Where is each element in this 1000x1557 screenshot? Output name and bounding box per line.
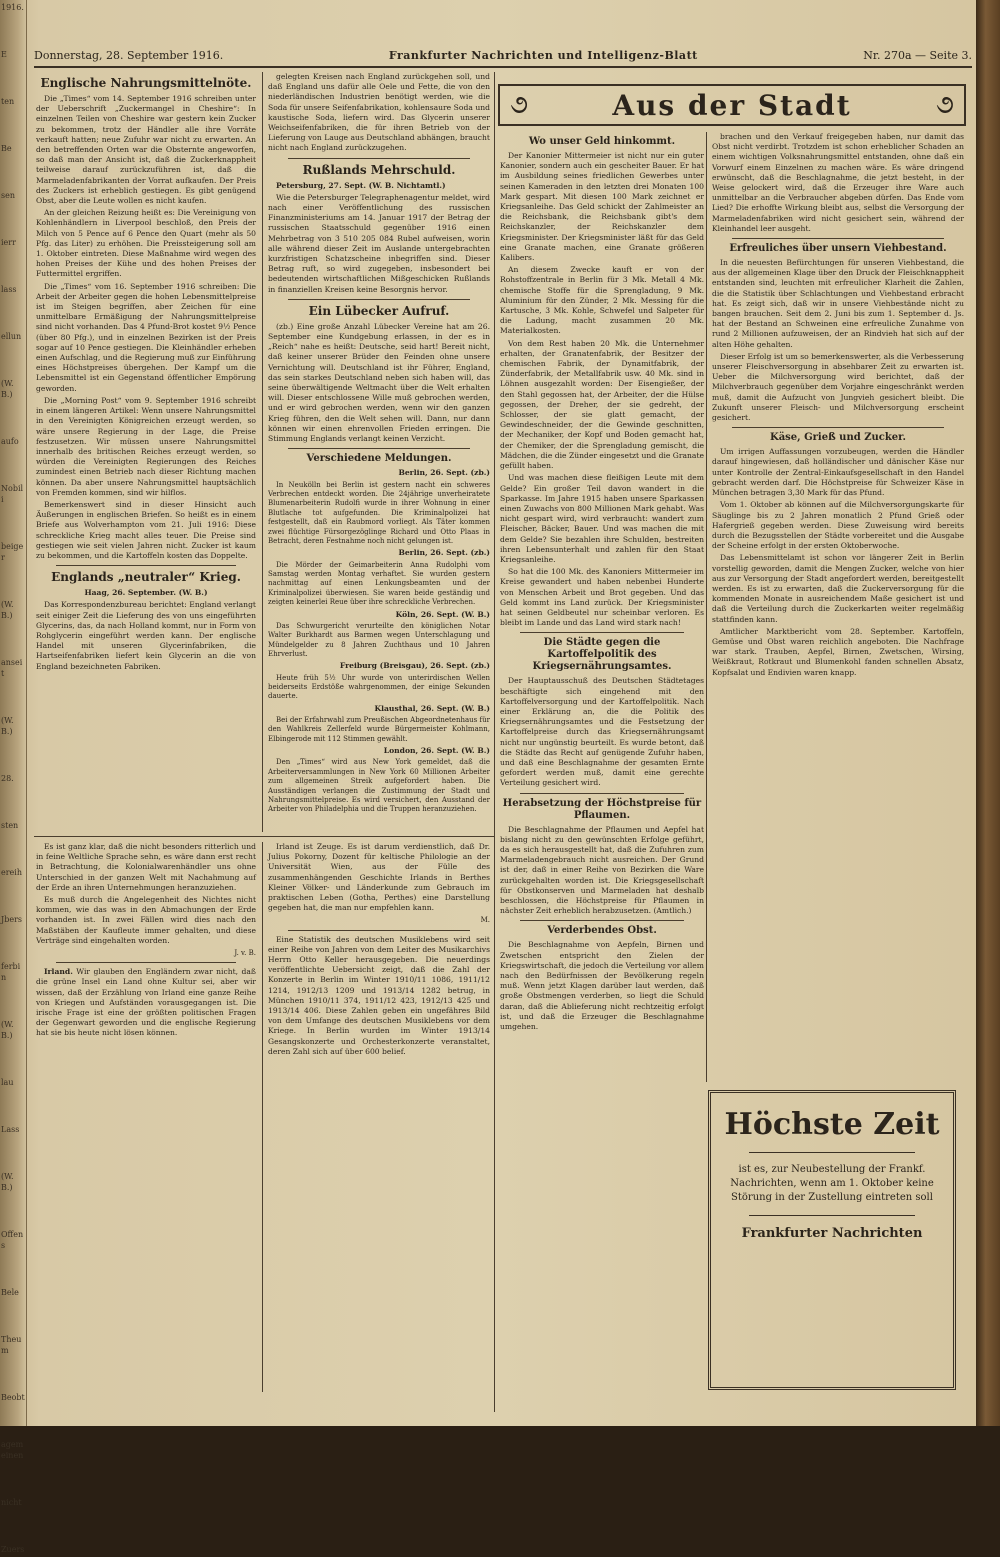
article-paragraph: Die „Times“ vom 14. September 1916 schreiben unter der Ueberschrift „Zuckermangel in Cheshire“: In einzelnen Teilen von Cheshire war gestern kein Zucker zu bekommen, trotz der Händler alle ihre Vorräte verkauft hatten; neue Zufuhr war nicht zu erwarten. An den betreffenden Orten war die Obsternte angeworfen, so daß man der Ansicht ist, daß die Zuckerknappheit teilweise darauf zurückzuführen ist, daß die Marmeladenfabrikanten der Vorrat aufkaufen. Der Preis des Zuckers ist erheblich gestiegen. Es gibt genügend Obst, aber die Leute wollen es nicht kaufen. [36, 94, 256, 206]
article-paragraph: (zb.) Eine große Anzahl Lübecker Vereine hat am 26. September eine Kundgebung erlassen, in der es in „Reich“ nahe es heißt: Deutsche, seid hart! Bereit nicht, daß keiner unserer Brüder den Feinden ohne unsere Vernichtung will. Deutschland ist ihr Führer, England, das sein starkes Deutschland neben sich haben will, das seine überwältigende Weltmacht über die Welt erhalten will. Dieser entschlossene Wille muß gebrochen werden, und er wird gebrochen werden, wenn wir den ganzen Krieg führen, den die Welt sehen will. Dann, nur dann können wir einen ehrenvollen Frieden erringen. Die Stimmung Englands verlangt keinen Verzicht. [268, 321, 490, 444]
article-paragraph: Und was machen diese fleißigen Leute mit dem Gelde? Ein großer Teil davon wandert in die Sparkasse. Im Jahre 1915 haben unsere Sparkassen einen Zuwachs von 800 Millionen Mark gehabt. Was nicht gespart wird, wird verbraucht: wandert zum Fleischer, Bäcker, Bauer. Und was machen die mit dem Gelde? Sie bezahlen ihre Schulden, bestreiten ihren Lebensunterhalt und zahlen für den Staat Kriegsanleihe. [500, 473, 704, 564]
column-divider [262, 842, 263, 1392]
article-title: Englische Nahrungsmittelnöte. [40, 76, 252, 90]
page-fragment-text: ereih [1, 868, 23, 877]
article-paragraph: Irland ist Zeuge. Es ist darum verdienstlich, daß Dr. Julius Pokorny, Dozent für keltische Philologie an der Universität Wien, aus der Fülle des zusammenhängenden Geschichte Irlands in Berthes Kleiner Völker- und Länderkunde zum Gebrauch im praktischen Leben (Gotha, Perthes) eine Darstellung gegeben hat, die man nur empfehlen kann. [268, 842, 490, 913]
article-paragraph: Die Beschlagnahme der Pflaumen und Aepfel hat bislang nicht zu den gewünschten Erfolge geführt, da es sich herausgestellt hat, daß die Zufuhren zum Marmeladengebrauch nicht ausreichen. Der Grund ist der, daß in einer Reihe von Bezirken die Ware zurückgehalten worden ist. Die Kriegsgesellschaft für Obstkonserven und Marmeladen hat deshalb beschlossen, die Höchstpreise für Pflaumen in nächster Zeit erheblich herabzusetzen. (Amtlich.) [500, 824, 704, 916]
page-fragment-text: nicht [1, 1498, 22, 1507]
divider [288, 299, 470, 300]
section-banner-title: Aus der Stadt [612, 88, 852, 122]
page-fragment-text: Lass [1, 1125, 20, 1134]
page-fragment-text: Theum [1, 1335, 22, 1355]
article-paragraph: Die „Times“ vom 16. September 1916 schreiben: Die Arbeit der Arbeiter gegen die hohen Lebensmittelpreise ist im Steigen begriffen, aber Zeichen für eine unmittelbare Ermäßigung der Nahrungsmittelpreise sind nicht vorhanden. Das 4 Pfund-Brot kostet 9½ Pence (über 80 Pfg.), und in einzelnen Bezirken ist der Preis sogar auf 10 Pence gestiegen. Die Kleinhändler erheben einen Aufschlag, und die Regierung muß zur Einführung eines Höchstpreises übergehen. Der Kampf um die Lebensmittel ist ein Gegenstand öffentlicher Empörung geworden. [36, 281, 256, 393]
article-paragraph: In die neuesten Befürchtungen für unseren Viehbestand, die aus der allgemeinen Klage über den Druck der Fleischknappheit entstanden sind, leuchten mit erfreulicher Klarheit die Zahlen, die die Statistik über Schlachtungen und Viehbestand erbracht hat. Es zeigt sich, daß wir in unsere Viehbestände nicht zu bangen brauchen. Seit dem 2. Juni bis zum 1. September d. Js. hat der Bestand an Schweinen eine erfreuliche Zunahme von rund 2 Millionen aufzuweisen, der an Rindvieh hat sich auf der alten Höhe gehalten. [712, 258, 964, 349]
header-page-number: Nr. 270a — Seite 3. [863, 48, 972, 62]
article-paragraph: An diesem Zwecke kauft er von der Rohstoffzentrale in Berlin für 3 Mk. Metall 4 Mk. chemische Stoffe für die Sprengladung, 9 Mk. Aluminium für den Zünder, 2 Mk. Messing für die Kartusche, 3 Mk. Kohle, Schwefel und Salpeter für die Ladung, macht zusammen 20 Mk. Materialkosten. [500, 265, 704, 336]
dateline: London, 26. Sept. (W. B.) [383, 746, 490, 756]
divider [288, 158, 470, 159]
article-title: Käse, Grieß und Zucker. [770, 432, 906, 444]
article-title: Erfreuliches über unsern Viehbestand. [729, 243, 947, 255]
column-1 [36, 72, 256, 832]
header-date: Donnerstag, 28. September 1916. [34, 48, 224, 62]
article-paragraph: Es muß durch die Angelegenheit des Nichtes nicht kommen, wie das was in den Abmachungen der Erde vorhanden ist. In zwei Fällen wird dies nach den Maßstäben der Kaufleute immer gehalten, und diese Verträge sind eingehalten worden. [36, 895, 256, 945]
article-paragraph: Das Korrespondenzbureau berichtet: England verlangt seit einiger Zeit die Lieferung des von uns eingeführten Glycerins, das, da nach Holland kommt, nur in Form von Rohglycerin eingeführt werden kann. Der englische Handel mit unseren Glycerinfabriken, die Hartseifenfabriken liefert kein Glycerin an die von England bezeichneten Fabriken. [36, 600, 256, 671]
previous-page-edge [0, 0, 27, 1554]
article-paragraph: Der Hauptausschuß des Deutschen Städtetages beschäftigte sich eingehend mit den Kartoffelversorgung und der Kartoffelpolitik. Nach einer Erklärung an, die die Politik des Kriegsernährungsamtes und die Festsetzung der Kartoffelpreise durch das Kriegsernährungsamt nicht nur ungünstig beurteilt. Es wurde betont, daß die Städte das Recht auf genügende Zufuhr haben, und daß eine Beschlagnahme der gesamten Ernte gefordert werden muß, damit eine gerechte Verteilung gesichert wird. [500, 676, 704, 788]
page-fragment-text: E [1, 50, 7, 59]
article-paragraph: So hat die 100 Mk. des Kanoniers Mittermeier im Kreise gewandert und haben nebenbei Hunderte von Menschen Arbeit und Brot gegeben. Und das Geld kommt ins Land zurück. Der Kriegsminister hat seinen Geldbeutel nur scheinbar verloren. Es bleibt im Lande und das Land wird stark nach! [500, 567, 704, 628]
column-divider [262, 72, 263, 832]
page-fragment-text: ierr [1, 238, 16, 247]
divider [520, 793, 684, 794]
page-fragment-text: 28. [1, 774, 14, 783]
dateline: Berlin, 26. Sept. (zb.) [398, 548, 490, 558]
author-signature: J. v. B. [234, 949, 256, 958]
page-header [34, 44, 972, 68]
article-paragraph: Die Beschlagnahme von Aepfeln, Birnen und Zwetschen entspricht den Zielen der Kriegswirtschaft, die jedoch die Verteilung vor allem nach den Bedürfnissen der Bevölkerung regeln muß. Wenn jetzt Klagen darüber laut werden, daß große Obstmengen verderben, so liegt die Schuld daran, daß die Ablieferung nicht rechtzeitig erfolgt ist, und daß die Erzeuger die Beschlagnahme umgehen. [500, 940, 704, 1032]
page-fragment-text: Nobili [1, 484, 24, 504]
divider [732, 238, 944, 239]
article-paragraph: In Neukölln bei Berlin ist gestern nacht ein schweres Verbrechen entdeckt worden. Die 24jährige unverheiratete Blumenarbeiterin Rudolfi wurde in ihrer Wohnung in einer Blutlache tot aufgefunden. Die Kriminalpolizei hat festgestellt, daß ein Raubmord vorliegt. Als Täter kommen zwei flüchtige Fürsorgezöglinge Richard und Otto Plaas in Betracht, deren Festnahme noch nicht gelungen ist. [268, 480, 490, 545]
author-signature: M. [480, 916, 490, 925]
article-title: Wo unser Geld hinkommt. [528, 136, 676, 147]
article-paragraph: Die Mörder der Geimarbeiterin Anna Rudolphi vom Samstag werden Montag verhaftet. Sie wurden gestern nachmittag auf einen Lenkungsbeamten und der Kriminalpolizei überwiesen. Sie waren beide geständig und zeigten keinerlei Reue über ihre schreckliche Verbrechen. [268, 560, 490, 607]
ad-text: ist es, zur Neubestellung der Frankf. Nachrichten, wenn am 1. Oktober keine Störung in der Zustellung eintreten soll [730, 1164, 934, 1203]
divider [520, 920, 684, 921]
page-fragment-text: sten [1, 821, 19, 830]
header-paper-name: Frankfurter Nachrichten und Intelligenz-Blatt [388, 48, 698, 62]
section-banner [498, 84, 966, 126]
article-title: Verderbendes Obst. [547, 925, 657, 937]
article-paragraph: Das Schwurgericht verurteilte den königlichen Notar Walter Burkhardt aus Barmen wegen Unterschlagung und Mündelgelder zu 8 Jahren Zuchthaus und 10 Jahren Ehrverlust. [268, 621, 490, 658]
divider [288, 930, 470, 931]
page-fragment-text: lass [1, 285, 17, 294]
dateline: Berlin, 26. Sept. (zb.) [398, 468, 490, 478]
page-fragment-text: ferbin [1, 962, 21, 982]
bottom-column-2 [268, 842, 490, 1392]
page-fragment-text: 1916. [1, 3, 24, 12]
bottom-column-1 [36, 842, 256, 1392]
article-paragraph: Wir glauben den Engländern zwar nicht, daß die grüne Insel ein Land ohne Kultur sei, aber wir wissen, daß der Erzählung von Irland eine ganze Reihe von Kriegen und Aufständen vorausgegangen ist. Die irische Frage ist eine der größten politischen Fragen der Gegenwart geworden und die englische Regierung hat sie bis heute nicht lösen können. [36, 967, 256, 1038]
article-paragraph: Bei der Erfahrwahl zum Preußischen Abgeordnetenhaus für den Wahlkreis Zellerfeld wurde Bürgermeister Kohlmann, Elbingerode mit 112 Stimmen gewählt. [268, 716, 490, 743]
page-fragment-text: (W. B.) [1, 716, 14, 736]
page-fragment-text: anseit [1, 658, 23, 678]
dateline: Freiburg (Breisgau), 26. Sept. (zb.) [339, 661, 490, 671]
article-paragraph: Es ist ganz klar, daß die nicht besonders ritterlich und in feine Weltliche Sprache sehn, es wäre dann erst recht in Betrachtung, die Kolonialwarenhändler uns ohne Unterschied in der ganzen Welt mit Nachahmung auf der Erde an ihren Unternehmungen heranzuziehen. [36, 842, 256, 892]
page-fragment-text: Bele [1, 1288, 19, 1297]
page-fragment-text: Zuers [1, 1545, 25, 1554]
article-paragraph: Der Kanonier Mittermeier ist nicht nur ein guter Kanonier, sondern auch ein gescheiter Bauer. Er hat im Ausbildung seines friedlichen Gewerbes unter seinen Kameraden in den letzten drei Monaten 100 Mark gespart. Mit diesen 100 Mark zeichnet er Kriegsanleihe. Das Geld schickt der Zahlmeister an die Reichsbank, die Reichsbank gibt's dem Reichskanzler, der Reichskanzler dem Kriegsminister. Der Kriegsminister läßt für das Geld eine Granate machen, eine Granate größeren Kalibers. [500, 151, 704, 263]
page-fragment-text: agemeinen [1, 1440, 24, 1460]
article-paragraph: Das Lebensmittelamt ist schon vor längerer Zeit in Berlin vorstellig geworden, damit die Mengen Zucker, welche von hier aus zur Versorgung der Stadt angefordert werden, bereitgestellt werden. Es ist zu erwarten, daß die Zuckerversorgung für die kommenden Monate in ausreichendem Maße gesichert ist und daß die Verteilung durch die Zuckerkarten weiter regelmäßig stattfinden kann. [712, 553, 964, 624]
section-title: Verschiedene Meldungen. [306, 453, 452, 465]
book-binding [976, 0, 1000, 1426]
article-paragraph: An der gleichen Reizung heißt es: Die Vereinigung von Kohlenhändlern in Liverpool beschloß, den Preis der Milch von 5 Pence auf 6 Pence den Quart (mehr als 50 Pfg. das Liter) zu erhöhen. Die Preissteigerung soll am 1. Oktober eintreten. Diese Maßnahme wird wegen des hohen Preises der Kühe und des hohen Preises der Futtermittel ergriffen. [36, 208, 256, 279]
article-paragraph: Dieser Erfolg ist um so bemerkenswerter, als die Verbesserung unserer Fleischversorgung in absehbarer Zeit zu erwarten ist. Ueber die Milchversorgung wird berichtet, daß der Milchverbrauch gegenüber dem Vorjahre eingeschränkt werden muß, damit die Aufzucht von Jungvieh gesichert bleibt. Die Zukunft unserer Fleisch- und Milchversorgung erscheint gesichert. [712, 351, 964, 423]
article-paragraph: Wie die Petersburger Telegraphenagentur meldet, wird nach einer Veröffentlichung des russischen Finanzministeriums am 14. Januar 1917 der Betrag der russischen Staatsschuld gegenüber 1916 einen Mehrbetrag von 3 510 205 084 Rubel aufweisen, worin alle während dieser Zeit im Auslande untergebrachten kurzfristigen Schatzscheine inbegriffen sind. Dieser Betrag ruft, so wird zugegeben, insbesondert bei bedeutenden wirtschaftlichen Mißgeschicken Rußlands in finanziellen Kreisen keine Besorgnis hervor. [268, 192, 490, 294]
article-title: Die Städte gegen die Kartoffelpolitik des Kriegsernährungsamtes. [532, 637, 672, 673]
advertisement-box [708, 1090, 956, 1390]
page-fragment-text: Jbers [1, 915, 22, 924]
column-divider [706, 132, 707, 1082]
page-fragment-text: ellun [1, 332, 22, 341]
section-divider [34, 836, 494, 837]
article-paragraph: Bemerkenswert sind in dieser Hinsicht auch Äußerungen in englischen Briefen. So heißt es in einem Briefe aus Wolverhampton vom 21. Juli 1916: Diese schreckliche Krieg macht alles teuer. Die Preise sind gestiegen wie seit vielen Jahren nicht. Zucker ist kaum zu bekommen, und die Kartoffeln kosten das Doppelte. [36, 499, 256, 560]
page-fragment-text: sen [1, 191, 15, 200]
column-2 [268, 72, 490, 832]
ornament-icon: ૭ [510, 89, 529, 120]
divider [732, 427, 944, 428]
previous-page-fragments [0, 0, 26, 1557]
article-title: Ein Lübecker Aufruf. [308, 303, 450, 318]
article-paragraph: Heute früh 5½ Uhr wurde von unterirdischen Wellen beiderseits Erdstöße wahrgenommen, der einige Sekunden dauerte. [268, 673, 490, 701]
ad-footer: Frankfurter Nachrichten [741, 1226, 923, 1241]
divider [56, 962, 236, 963]
column-3 [500, 132, 704, 1392]
column-4 [712, 132, 964, 1082]
article-paragraph: Die „Morning Post“ vom 9. September 1916 schreibt in einem längeren Artikel: Wenn unsere Nahrungsmittel in den Vereinigten Königreichen erzeugt werden, so wäre unsere Regierung in der Lage, die Preise festzusetzen. Wir müssen unsere Nahrungsmittel innerhalb des britischen Reiches erzeugt werden, so würden die Vereinigten Regierungen des Reiches zumindest einen Betrieb nach dieser Richtung machen können. Da aber unsere Nahrungsmittel hauptsächlich von Fremden kommen, sind wir hilflos. [36, 395, 256, 497]
page-fragment-text: lau [1, 1078, 14, 1087]
article-paragraph: brachen und den Verkauf freigegeben haben, nur damit das Obst nicht verdirbt. Trotzdem ist schon erheblicher Schaden an einem wichtigen Volksnahrungsmittel entstanden, ohne daß ein Vorwurf einem Einzelnen zu machen wäre. Es wäre dringend erwünscht, daß die Beschlagnahme, die jetzt besteht, in der Weise gelockert wird, daß die Erzeuger ihre Ware auch unmittelbar an die Verbraucher abgeben dürfen. Das Ende vom Lied? Die erhoffte Wirkung bleibt aus, selbst die Versorgung der Marmeladenfabriken wird nicht gesichert sein, während der Kleinhandel leer ausgeht. [712, 132, 964, 233]
divider [288, 448, 470, 449]
article-title: Englands „neutraler“ Krieg. [51, 570, 241, 585]
dateline: Petersburg, 27. Sept. (W. B. Nichtamtl.) [276, 180, 446, 190]
column-divider [494, 72, 495, 1412]
dateline: Klausthal, 26. Sept. (W. B.) [374, 703, 490, 713]
article-paragraph: Den „Times“ wird aus New York gemeldet, daß die Arbeiterversammlungen in New York 60 Millionen Arbeiter zum allgemeinen Streik aufgefordert haben. Die Ausständigen verlangen die Zustimmung der Stadt und Nahrungsmittelpreise. Es wird versichert, den Ausstand der Arbeiter von Philadelphia und die Truppen heranzuziehen. [268, 758, 490, 814]
article-paragraph: Um irrigen Auffassungen vorzubeugen, werden die Händler darauf hingewiesen, daß holländischer und dänischer Käse nur unter Kontrolle der Zentral-Einkaufsgesellschaft in den Handel gebracht werden darf. Die Höchstpreise für Schweizer Käse in München betragen 3,30 Mark für das Pfund. [712, 447, 964, 498]
page-fragment-text: aufo [1, 437, 19, 446]
article-paragraph: gelegten Kreisen nach England zurückgehen soll, und daß England uns dafür alle Oele und Fette, die von den niederländischen Industrien benötigt werden, wie die Soda für unsere Seifenfabrikation, kohlensaure Soda und kaustische Soda, liefern wird. Das Glycerin unserer Weichseifenfabriken, die für ihren Betrieb von der Lieferung von Lauge aus Deutschland abhängen, braucht nicht nach England zurückzugehen. [268, 72, 490, 153]
page-fragment-text: (W. B.) [1, 1020, 14, 1040]
page-fragment-text: (W. B.) [1, 379, 14, 399]
divider [520, 632, 684, 633]
page-fragment-text: (W. B.) [1, 1172, 14, 1192]
page-fragment-text: ten [1, 97, 15, 106]
page-fragment-text: Beobt [1, 1393, 25, 1402]
article-paragraph: Eine Statistik des deutschen Musiklebens wird seit einer Reihe von Jahren von dem Leiter des Musikarchivs Herrn Otto Keller herausgegeben. Die neuerdings veröffentlichte Uebersicht zeigt, daß die Zahl der Konzerte in Berlin im Winter 1910/11 1086, 1911/12 1214, 1912/13 1209 und 1913/14 1282 betrug, in München 1910/11 374, 1911/12 423, 1912/13 425 und 1913/14 406. Diese Zahlen geben ein ungefähres Bild von dem Umfange des deutschen Musiklebens vor dem Kriege. In Berlin wurden im Winter 1913/14 Gesangskonzerte und Orchesterkonzerte veranstaltet, deren Zahl sich auf über 600 belief. [268, 934, 490, 1056]
dateline: Haag, 26. September. (W. B.) [84, 588, 208, 598]
page-fragment-text: Offens [1, 1230, 24, 1250]
ad-divider [749, 1215, 915, 1216]
article-title: Herabsetzung der Höchstpreise für Pflaumen. [502, 797, 702, 821]
article-paragraph: Vom 1. Oktober ab können auf die Milchversorgungskarte für Säuglinge bis zu 2 Jahren monatlich 2 Pfund Grieß oder Hafergrieß gegeben werden. Diese Zuweisung wird bereits durch die Bezugsstellen der Städte vorbereitet und die Ausgabe der Scheine erfolgt in der ersten Oktoberwoche. [712, 500, 964, 551]
ad-title: Höchste Zeit [724, 1107, 940, 1142]
dateline: Köln, 26. Sept. (W. B.) [395, 609, 490, 619]
article-title: Rußlands Mehrschuld. [302, 162, 456, 177]
article-paragraph: Amtlicher Marktbericht vom 28. September. Kartoffeln, Gemüse und Obst waren reichlich angeboten. Die Nachfrage war stark. Trauben, Aepfel, Birnen, Zwetschen, Wirsing, Weißkraut, Rotkraut und Blumenkohl fanden schnellen Absatz, Kopfsalat und Endivien waren knapp. [712, 626, 964, 677]
page-fragment-text: beiger [1, 542, 24, 562]
ornament-icon: ૭ [935, 89, 954, 120]
page-fragment-text: (W. B.) [1, 600, 14, 620]
article-paragraph: Von dem Rest haben 20 Mk. die Unternehmer erhalten, der Granatenfabrik, der Besitzer der chemischen Fabrik, der Dynamitfabrik, der Zünderfabrik, der Metallfabrik usw. 40 Mk. sind in Löhnen ausgezahlt worden: Der Eisengießer, der den Stahl gegossen hat, der Arbeiter, der die Hülse gegossen, der Dreher, der sie gedreht, der Schlosser, der sie glatt gemacht, der Gewindeschneider, der die Gewinde geschnitten, der Mechaniker, der Kopf und Boden gemacht hat, der Chemiker, der die Sprengladung gemischt, die Mädchen, die die Zünder eingesetzt und die Granate gefüllt haben. [500, 338, 704, 471]
ad-divider [749, 1152, 915, 1153]
divider [56, 565, 236, 566]
article-title-inline: Irland. [44, 967, 73, 977]
page-fragment-text: Be [1, 144, 12, 153]
